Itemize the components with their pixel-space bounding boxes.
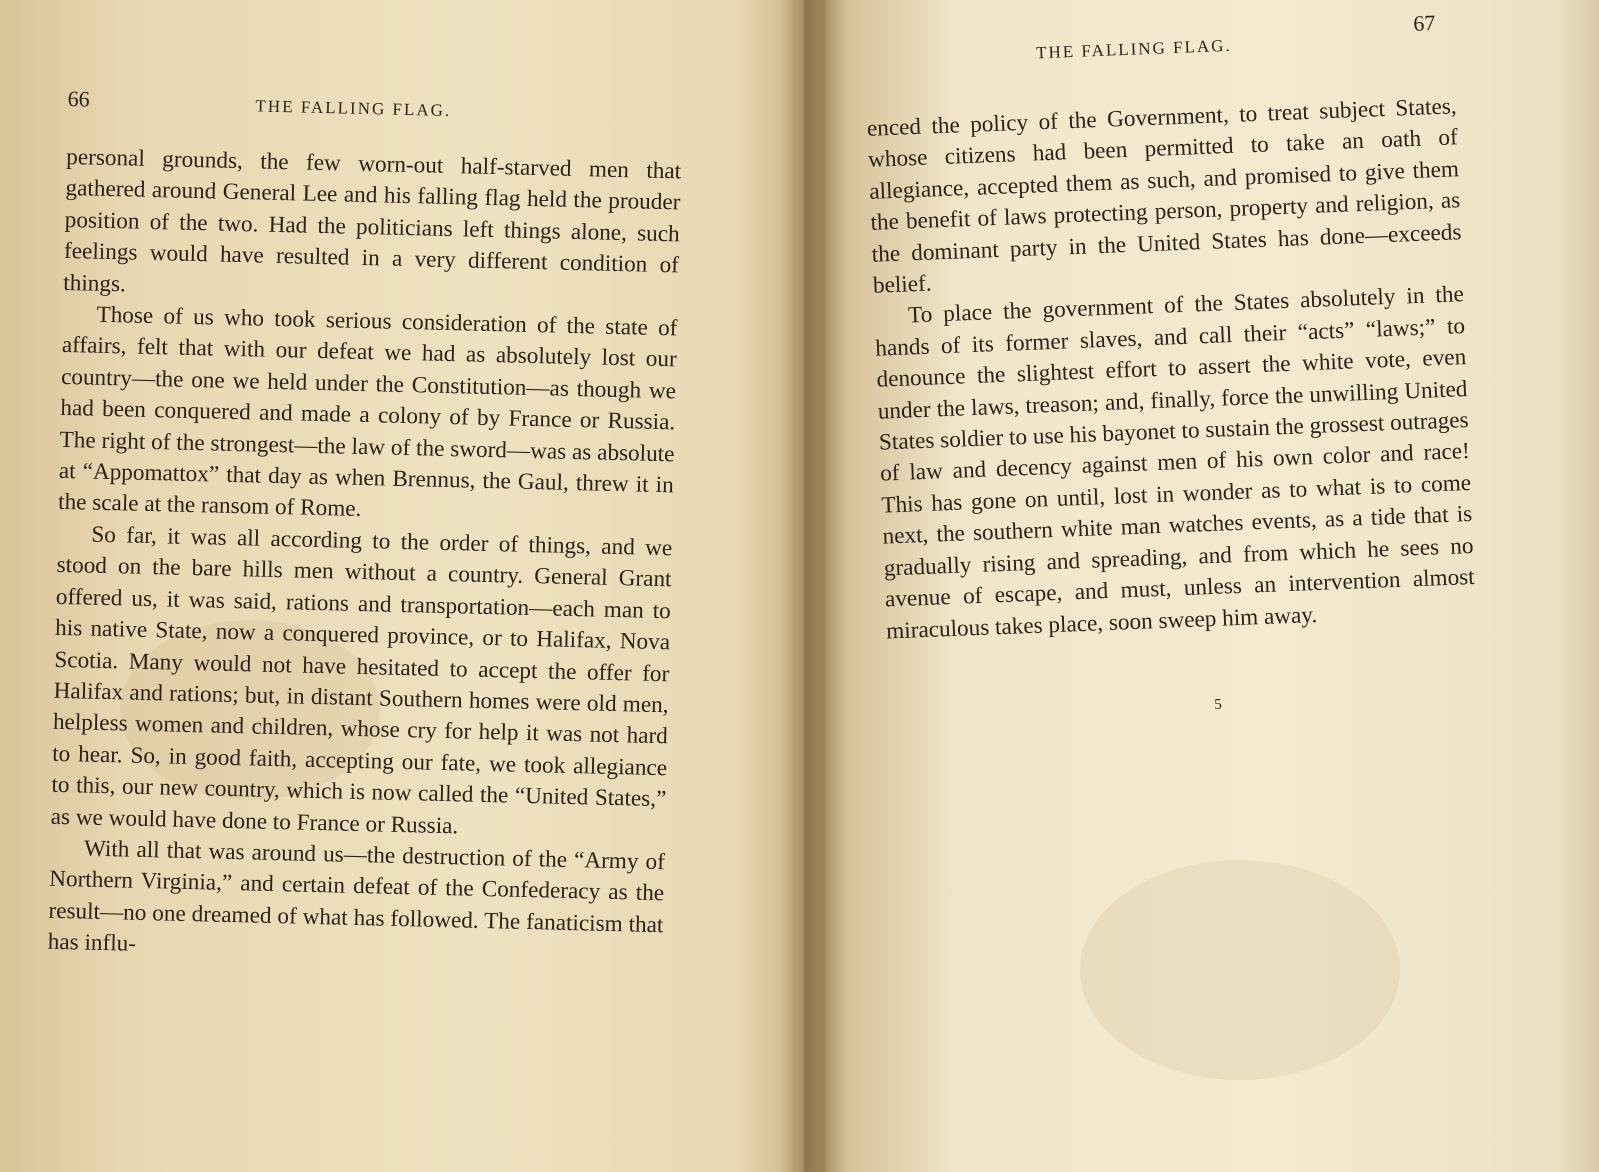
right-page-edge — [1559, 0, 1599, 1172]
page-number-left: 66 — [67, 85, 90, 112]
signature-mark: 5 — [1214, 696, 1223, 713]
left-paragraph-3: So far, it was all according to the order of things, and we stood on the bare hills men without a country. General Grant offered us, it was said, rations and transportation—each man to his native State, now a conquered province, or to Halifax, Nova Scotia. Many would not have hesitated to accept the offer for Halifax and rations; but, in distant Southern homes were old men, helpless women and children, whose cry for help it was not hard to hear. So, in good faith, accepting our fate, we took allegiance to this, our new country, which is now called the “United States,” as we would have done to France or Russia. — [50, 521, 673, 839]
running-head-left: THE FALLING FLAG. — [255, 96, 452, 121]
paper-stain — [1080, 860, 1400, 1080]
left-paragraph-4: With all that was around us—the destruction of the “Army of Northern Virginia,” and certain defeat of the Confederacy as the result—no one dreamed of what has followed. The fanaticism that has influ- — [47, 835, 666, 957]
running-head-right: THE FALLING FLAG. — [1035, 35, 1233, 63]
right-paragraph-1: enced the policy of the Government, to treat subject States, whose citizens had been permitted to take an oath of allegiance, accepted them as such, and promised to give them the benefit of laws protecting person, property and religion, as the dominant party in the United States has done—exceeds belief. — [866, 93, 1462, 299]
left-paragraph-2: Those of us who took serious consideration of the state of affairs, felt that with our defeat we had as absolutely lost our country—the one we held under the Constitution—as though we had been conquered and made a colony of by France or Russia. The right of the strongest—the law of the sword—was as absolute at “Appomattox” that day as when Brennus, the Gaul, threw it in the scale at the ransom of Rome. — [57, 301, 678, 523]
page-number-right: 67 — [1412, 10, 1436, 36]
book-gutter — [780, 0, 828, 1172]
left-page-body — [47, 142, 681, 973]
left-paragraph-1: personal grounds, the few worn-out half-starved men that gathered around General Lee and his falling flag held the prouder position of the two. Had the politicians left things alone, such feelings would have resulted in a very different condition of things. — [63, 143, 682, 298]
right-paragraph-2: To place the government of the States absolutely in the hands of its former slaves, and call their “acts” “laws;” to denounce the slightest effort to assert the white vote, even under the laws, treason; and, finally, force the unwilling United States soldier to use his bayonet to sustain the grossest outrages of law and decency against men of his own color and race! This has gone on until, lost in wonder as to what is to come next, the southern white man watches events, as a tide that is gradually rising and spreading, and from which he sees no avenue of escape, and must, unless an intervention almost miraculous takes place, soon sweep him away. — [874, 281, 1476, 645]
right-page-body — [866, 91, 1476, 647]
